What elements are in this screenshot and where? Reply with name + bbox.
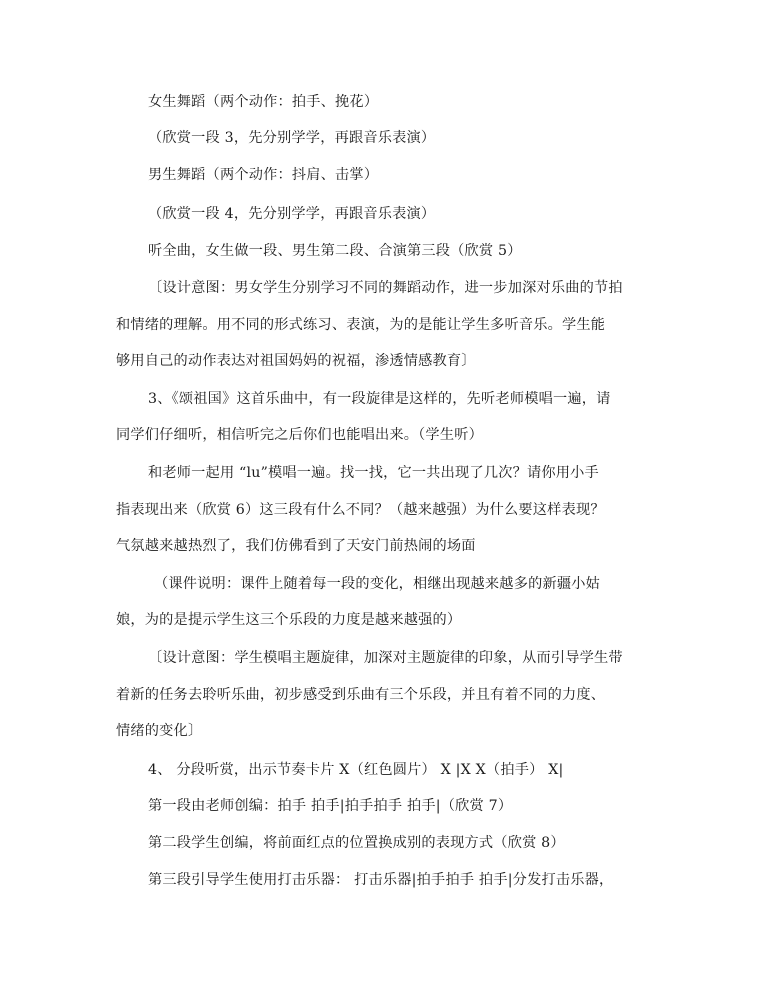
text-line-7: 和情绪的理解。用不同的形式练习、表演，为的是能让学生多听音乐。学生能 [116,317,606,333]
text-line-10: 同学们仔细听，相信听完之后你们也能唱出来。（学生听） [116,427,483,443]
text-line-22: 第三段引导学生使用打击乐器： 打击乐器|拍手拍手 拍手|分发打击乐器， [148,872,614,888]
text-line-4: （欣赏一段 4，先分别学学，再跟音乐表演） [148,206,436,222]
text-line-11: 和老师一起用 “lu”模唱一遍。找一找，它一共出现了几次？请你用小手 [148,465,599,481]
text-line-1: 女生舞蹈（两个动作：拍手、挽花） [148,94,379,110]
text-line-6: 〔设计意图：男女学生分别学习不同的舞蹈动作，进一步加深对乐曲的节拍 [148,280,623,296]
text-line-20: 第一段由老师创编：拍手 拍手|拍手拍手 拍手|（欣赏 7） [148,798,513,814]
text-line-9: 3、《颂祖国》这首乐曲中，有一段旋律是这样的，先听老师模唱一遍，请 [148,391,611,407]
text-line-3: 男生舞蹈（两个动作：抖肩、击掌） [148,167,379,183]
text-line-13: 气氛越来越热烈了，我们仿佛看到了天安门前热闹的场面 [116,538,476,554]
text-line-21: 第二段学生创编，将前面红点的位置换成别的表现方式（欣赏 8） [148,835,565,851]
text-line-19: 4、 分段听赏，出示节奏卡片 X（红色圆片） X |X X（拍手） X| [148,762,564,778]
text-line-2: （欣赏一段 3，先分别学学，再跟音乐表演） [148,130,436,146]
text-line-5: 听全曲，女生做一段、男生第二段、合演第三段（欣赏 5） [148,243,522,259]
text-line-15: 娘，为的是提示学生这三个乐段的力度是越来越强的） [116,612,462,628]
text-line-18: 情绪的变化〕 [116,723,203,739]
text-line-16: 〔设计意图：学生模唱主题旋律，加深对主题旋律的印象，从而引导学生带 [148,650,623,666]
text-line-12: 指表现出来（欣赏 6）这三段有什么不同？（越来越强）为什么要这样表现？ [116,502,605,518]
text-line-8: 够用自己的动作表达对祖国妈妈的祝福，渗透情感教育〕 [116,353,476,369]
text-line-17: 着新的任务去聆听乐曲，初步感受到乐曲有三个乐段，并且有着不同的力度、 [116,687,606,703]
text-line-14: （课件说明：课件上随着每一段的变化，相继出现越来越多的新疆小姑 [154,576,601,592]
